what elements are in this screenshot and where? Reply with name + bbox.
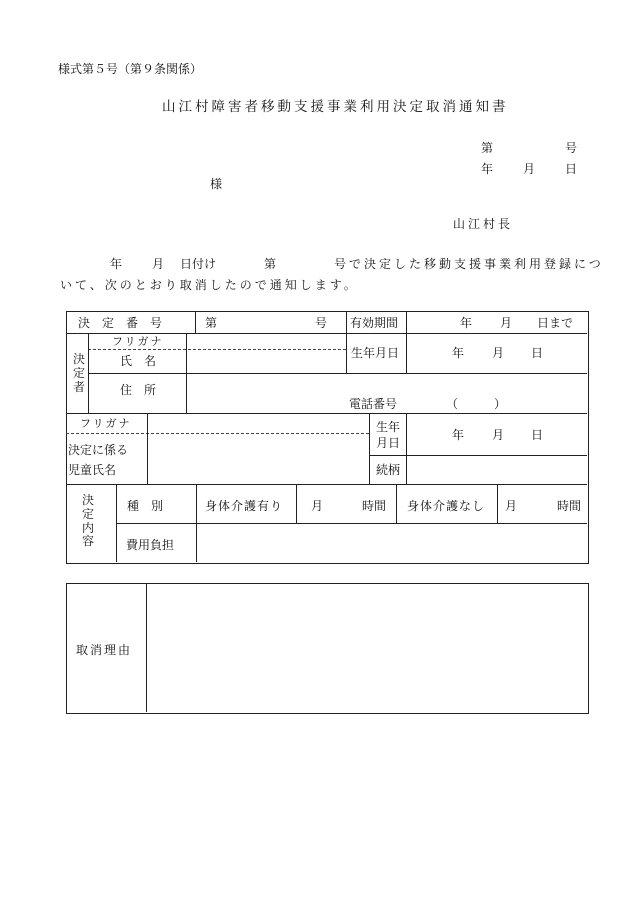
validity-month: 月 [500, 316, 513, 330]
table1-vline [346, 311, 347, 373]
table1-hline [66, 484, 587, 485]
phone-parens: （ ） [446, 397, 507, 411]
doc-number-go: 号 [565, 141, 578, 155]
decider-birthdate-label: 生年月日 [351, 346, 400, 360]
type-label: 種 別 [127, 499, 164, 513]
table1-hline [369, 455, 587, 456]
table1-vline [406, 413, 407, 484]
issuer-name: 山江村長 [453, 217, 514, 231]
document-title: 山江村障害者移動支援事業利用決定取消通知書 [162, 99, 509, 115]
table1-vline [116, 484, 117, 562]
with-care-hours: 時間 [362, 499, 387, 513]
table1-vline [195, 311, 196, 333]
doc-number-dai: 第 [481, 141, 494, 155]
table1-vline [296, 484, 297, 523]
cost-share-label: 費用負担 [126, 538, 175, 552]
table1-hline [88, 373, 346, 374]
body-dated: 日付け [180, 257, 217, 271]
table1-hline [116, 523, 587, 524]
table1-dashed-line [66, 433, 369, 434]
body-month: 月 [152, 257, 165, 271]
with-care-label: 身体介護有り [205, 499, 284, 513]
name-label: 氏 名 [120, 354, 157, 368]
table1-vline [147, 413, 148, 484]
child-birth-day: 日 [531, 428, 544, 442]
body-year: 年 [110, 257, 123, 271]
table1-vline [196, 484, 197, 562]
date-year: 年 [481, 162, 494, 176]
child-birth-month: 月 [492, 428, 505, 442]
body-dai: 第 [264, 257, 277, 271]
child-birth-label-a: 生年 [376, 420, 401, 434]
without-care-month: 月 [505, 499, 518, 513]
table1-vline [186, 333, 187, 413]
decision-number-label: 決 定 番 号 [78, 316, 163, 330]
table1-hline [66, 413, 587, 414]
table1-vline [369, 413, 370, 484]
phone-label: 電話番号 [349, 397, 398, 411]
table1-hline [66, 333, 587, 334]
validity-year: 年 [460, 316, 473, 330]
decision-number-dai: 第 [205, 316, 218, 330]
child-label-line2: 児童氏名 [68, 463, 117, 477]
without-care-label: 身体介護なし [407, 499, 486, 513]
child-label-line1: 決定に係る [68, 443, 129, 457]
decider-label: 決 定 者 [72, 352, 85, 394]
relation-label: 続柄 [376, 463, 401, 477]
decision-number-go: 号 [315, 316, 328, 330]
furigana-label: フリガナ [112, 335, 164, 348]
without-care-hours: 時間 [557, 499, 582, 513]
with-care-month: 月 [311, 499, 324, 513]
table1-vline [497, 484, 498, 523]
validity-until: 日まで [537, 316, 574, 330]
decider-birth-month: 月 [492, 346, 505, 360]
body-line1-rest: 号で決定した移動支援事業利用登録につ [334, 257, 604, 271]
form-number: 様式第５号（第９条関係） [58, 62, 203, 76]
decider-birth-year: 年 [452, 346, 465, 360]
table2-vline [146, 583, 147, 712]
child-birth-label-b: 月日 [376, 436, 401, 450]
table2-border [66, 583, 589, 714]
cancellation-reason-label: 取消理由 [76, 643, 133, 657]
recipient-sama: 様 [210, 177, 223, 191]
table1-vline [88, 333, 89, 413]
date-month: 月 [523, 162, 536, 176]
table1-dashed-line [88, 349, 346, 350]
table1-hline [346, 373, 587, 374]
date-day: 日 [565, 162, 578, 176]
address-label: 住 所 [120, 383, 157, 397]
table1-vline [406, 311, 407, 373]
child-furigana-label: フリガナ [80, 417, 132, 430]
child-birth-year: 年 [452, 428, 465, 442]
decision-content-label: 決 定 内 容 [81, 493, 94, 549]
decider-birth-day: 日 [531, 346, 544, 360]
validity-label: 有効期間 [350, 316, 399, 330]
table1-vline [396, 484, 397, 523]
body-line2: いて、次のとおり取消したので通知します。 [60, 278, 359, 292]
